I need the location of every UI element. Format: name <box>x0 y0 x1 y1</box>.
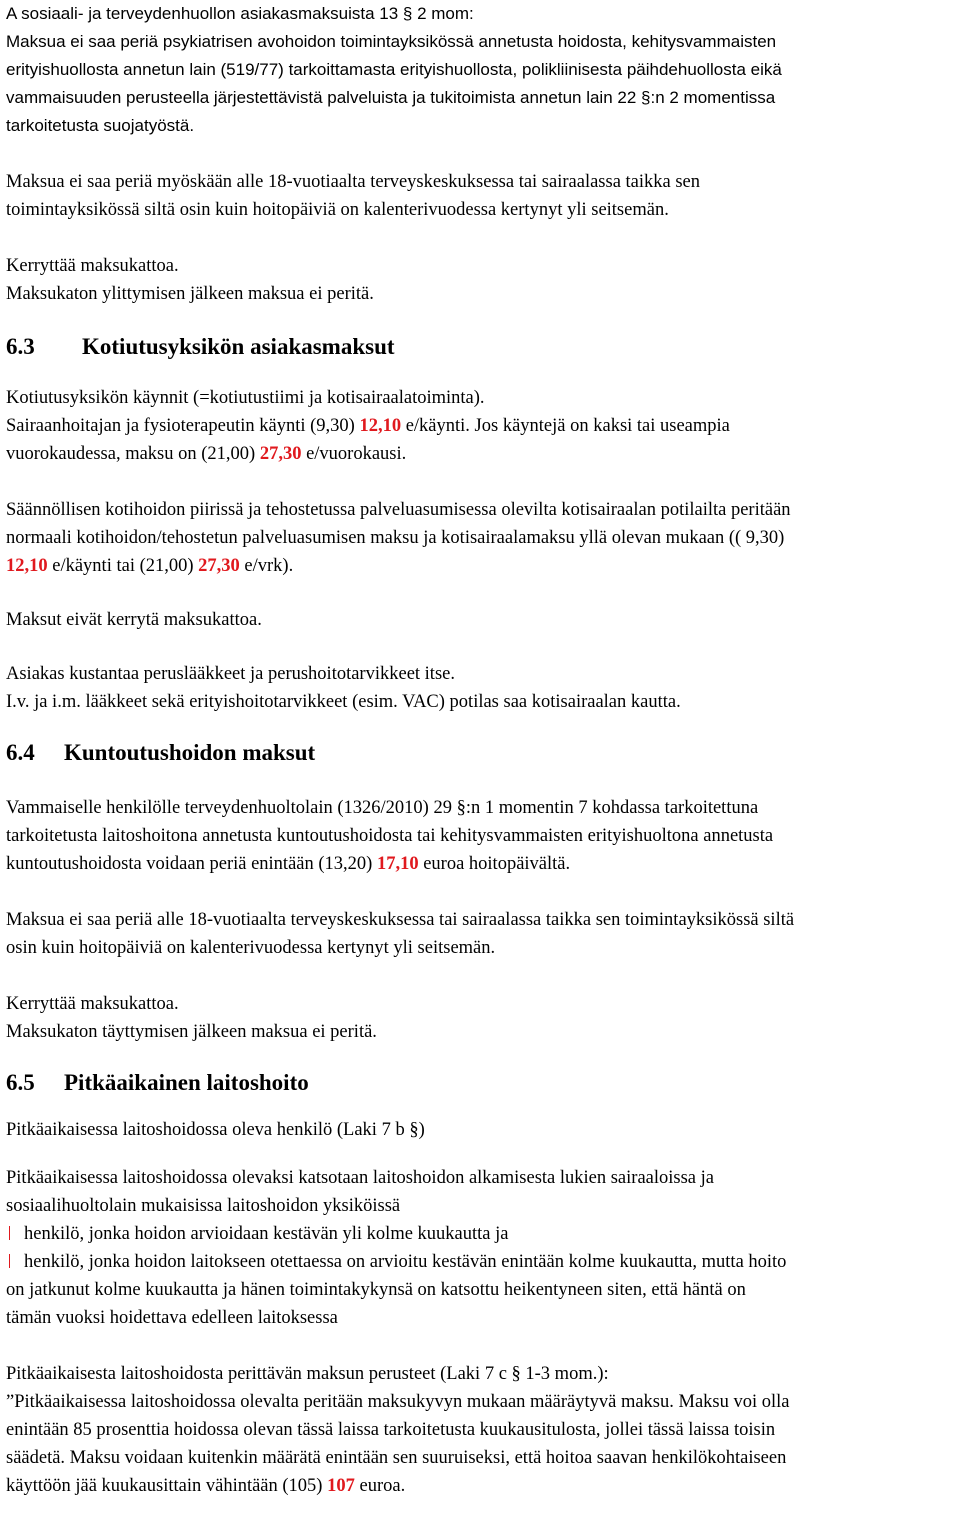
paragraph-law-13-2 <box>6 0 954 140</box>
text-line: I.v. ja i.m. lääkkeet sekä erityishoitotarvikkeet (esim. VAC) potilas saa kotisairaalan kautta. <box>6 692 681 712</box>
text-line: kuntoutushoidosta voidaan periä enintään (13,20) 17,10 euroa hoitopäivältä. <box>6 854 571 874</box>
text-line: Sairaanhoitajan ja fysioterapeutin käynti (9,30) 12,10 e/käynti. Jos käyntejä on kaksi tai useampia <box>6 416 730 436</box>
text-line: Maksua ei saa periä psykiatrisen avohoidon toimintayksikössä annetusta hoidosta, kehitysvammaisten <box>6 32 777 51</box>
text-line: Maksut eivät kerrytä maksukattoa. <box>6 610 262 630</box>
list-item: henkilö, jonka hoidon laitokseen otettaessa on arvioitu kestävän enintään kolme kuukautta, mutta hoito <box>6 1248 954 1276</box>
text-line: tarkoitetusta suojatyöstä. <box>6 116 195 135</box>
text-line: normaali kotihoidon/tehostetun palveluasumisen maksu ja kotisairaalamaksu yllä olevan mukaan (( 9,30) <box>6 528 785 548</box>
text-line: Asiakas kustantaa peruslääkkeet ja perushoitotarvikkeet itse. <box>6 664 455 684</box>
text-line: käyttöön jää kuukausittain vähintään (105) 107 euroa. <box>6 1476 406 1496</box>
text-line: Maksua ei saa periä alle 18-vuotiaalta terveyskeskuksessa tai sairaalassa taikka sen toimintayksikössä siltä <box>6 910 795 930</box>
text-line: Säännöllisen kotihoidon piirissä ja tehostetussa palveluasumisessa olevilta kotisairaalan potilailta peritään <box>6 500 791 520</box>
text-line: 12,10 e/käynti tai (21,00) 27,30 e/vrk). <box>6 556 294 576</box>
text-line: erityishuollosta annetun lain (519/77) tarkoittamasta erityishuollosta, polikliinisesta päihdehuollosta eikä <box>6 60 782 79</box>
price-highlight: 27,30 <box>198 556 240 576</box>
text-line: vuorokaudessa, maksu on (21,00) 27,30 e/vuorokausi. <box>6 444 407 464</box>
section-heading-6-3 <box>6 330 954 364</box>
paragraph-kotihoito <box>6 496 954 580</box>
text-line: sosiaalihuoltolain mukaisissa laitoshoidon yksiköissä <box>6 1196 401 1216</box>
text-line: A sosiaali- ja terveydenhuollon asiakasmaksuista 13 § 2 mom: <box>6 4 474 23</box>
bullet-icon <box>9 1226 10 1240</box>
text-line: Maksukaton ylittymisen jälkeen maksua ei peritä. <box>6 284 374 304</box>
list-item: henkilö, jonka hoidon arvioidaan kestävän yli kolme kuukautta ja <box>6 1220 954 1248</box>
paragraph-laki-7b <box>6 1116 954 1144</box>
price-highlight: 107 <box>327 1476 355 1496</box>
bullet-icon <box>9 1254 10 1268</box>
section-title: Kuntoutushoidon maksut <box>64 740 316 765</box>
text-line: Vammaiselle henkilölle terveydenhuoltolain (1326/2010) 29 §:n 1 momentin 7 kohdassa tarkoitettuna <box>6 798 759 818</box>
paragraph-kuntoutus <box>6 794 954 878</box>
text-line: toimintayksikössä siltä osin kuin hoitopäiviä on kalenterivuodessa kertynyt yli seitsemän. <box>6 200 669 220</box>
text-line: ”Pitkäaikaisessa laitoshoidossa olevalta peritään maksukyvyn mukaan määräytyvä maksu. Maksu voi olla <box>6 1392 790 1412</box>
paragraph-laakkeet <box>6 660 954 716</box>
text-line: vammaisuuden perusteella järjestettävistä palveluista ja tukitoimista annetun lain 22 §:n 2 momentissa <box>6 88 776 107</box>
text-line: Kerryttää maksukattoa. <box>6 256 179 276</box>
paragraph-maksukatto-63 <box>6 606 954 634</box>
section-heading-6-4 <box>6 736 954 770</box>
paragraph-under-18 <box>6 168 954 224</box>
text-line: Pitkäaikaisessa laitoshoidossa olevaksi katsotaan laitoshoidon alkamisesta lukien sairaaloissa ja <box>6 1168 714 1188</box>
text-line: tarkoitetusta laitoshoitona annetusta kuntoutushoidosta tai kehitysvammaisten erityishuoltona annetusta <box>6 826 774 846</box>
text-line: Maksukaton täyttymisen jälkeen maksua ei peritä. <box>6 1022 377 1042</box>
text-line: Pitkäaikaisessa laitoshoidossa oleva henkilö (Laki 7 b §) <box>6 1120 425 1140</box>
text-line: Maksua ei saa periä myöskään alle 18-vuotiaalta terveyskeskuksessa tai sairaalassa taikka sen <box>6 172 701 192</box>
price-highlight: 12,10 <box>6 556 48 576</box>
text-line: säädetä. Maksu voidaan kuitenkin määrätä enintään sen suuruiseksi, että hoitoa saavan henkilökohtaiseen <box>6 1448 787 1468</box>
paragraph-under-18-64 <box>6 906 954 962</box>
price-highlight: 17,10 <box>376 854 419 874</box>
section-heading-6-5 <box>6 1066 954 1100</box>
price-highlight: 12,10 <box>359 416 402 436</box>
price-highlight: 27,30 <box>259 444 302 464</box>
text-line: Kotiutusyksikön käynnit (=kotiutustiimi ja kotisairaalatoiminta). <box>6 388 485 408</box>
section-number: 6.5 <box>6 1070 35 1095</box>
text-line: enintään 85 prosenttia hoidossa olevan tässä laissa tarkoitetusta kuukausitulosta, jollei tässä laissa toisin <box>6 1420 776 1440</box>
paragraph-maksukatto-64 <box>6 990 954 1046</box>
section-number: 6.3 <box>6 334 35 359</box>
section-title: Pitkäaikainen laitoshoito <box>64 1070 309 1095</box>
paragraph-definition <box>6 1164 954 1332</box>
paragraph-laki-7c <box>6 1360 954 1500</box>
text-line: on jatkunut kolme kuukautta ja hänen toimintakykynsä on katsottu heikentyneen siten, että häntä on <box>6 1280 746 1300</box>
text-line: Kerryttää maksukattoa. <box>6 994 179 1014</box>
text-line: osin kuin hoitopäiviä on kalenterivuodessa kertynyt yli seitsemän. <box>6 938 496 958</box>
paragraph-maksukatto <box>6 252 954 308</box>
section-title: Kotiutusyksikön asiakasmaksut <box>82 334 395 359</box>
paragraph-kotiutus-kaynnit <box>6 384 954 468</box>
text-line: tämän vuoksi hoidettava edelleen laitoksessa <box>6 1308 338 1328</box>
section-number: 6.4 <box>6 740 35 765</box>
text-line: Pitkäaikaisesta laitoshoidosta perittävän maksun perusteet (Laki 7 c § 1-3 mom.): <box>6 1364 609 1384</box>
